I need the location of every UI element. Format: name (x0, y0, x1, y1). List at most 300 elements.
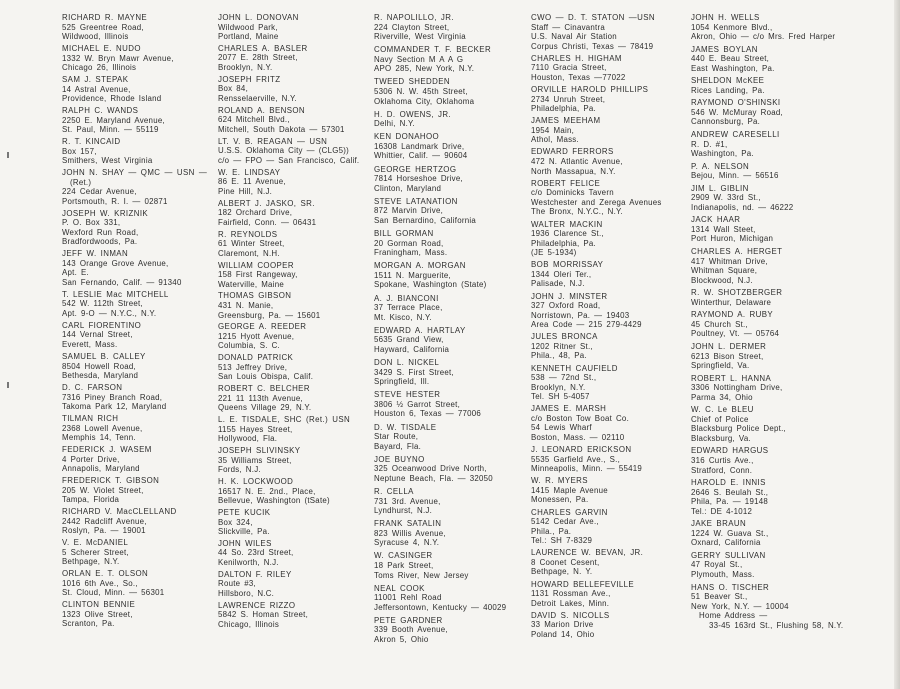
entry-address-line: 2077 E. 28th Street, (218, 53, 298, 63)
address-entry (374, 423, 506, 452)
address-entry (218, 13, 359, 42)
entry-name: WILLIAM COOPER (218, 260, 294, 270)
entry-address-line: Toms River, New Jersey (374, 570, 469, 580)
address-entry (374, 229, 506, 258)
entry-address-line: 54 Lewis Wharf (531, 423, 592, 433)
entry-name: SHELDON McKEE (691, 76, 765, 86)
entry-name: D. W. TISDALE (374, 422, 437, 432)
entry-address-line: Chicago 26, Illinois (62, 63, 137, 73)
entry-address-line: 3806 ½ Garrot Street, (374, 399, 461, 409)
entry-address-line: Box 324, (218, 517, 253, 527)
address-entry (531, 404, 662, 442)
entry-address-line: 158 First Rangeway, (218, 270, 298, 280)
entry-address-line: Whittier, Calif. — 90604 (374, 151, 468, 161)
entry-address-line: Lyndhurst, N.J. (374, 506, 433, 516)
entry-name: RICHARD R. MAYNE (62, 13, 148, 22)
address-column-5 (691, 13, 843, 633)
entry-name: JOHN L. DERMER (691, 341, 767, 351)
entry-address-line: Syracuse 4, N.Y. (374, 538, 440, 548)
entry-address-line: 224 Clayton Street, (374, 22, 450, 32)
entry-address-line: 18 Park Street, (374, 560, 434, 570)
entry-name: CHARLES GARVIN (531, 507, 608, 517)
entry-address-line: 8 Coonet Cesent, (531, 557, 600, 567)
entry-address-line: 3429 S. First Street, (374, 367, 454, 377)
entry-address-line: San Louis Obispa, Calif. (218, 372, 314, 382)
address-entry (62, 75, 207, 104)
address-entry (374, 110, 506, 129)
entry-address-line: Indianapolis, nd. — 46222 (691, 202, 794, 212)
entry-name: W. E. LINDSAY (218, 167, 281, 177)
entry-address-line: Box 84, (218, 84, 249, 94)
entry-address-line: Apt. E. (62, 268, 89, 278)
entry-address-line: Wildwood Park, (218, 22, 278, 32)
entry-address-line: Bellevue, Washington (tSate) (218, 496, 330, 506)
entry-address-line: Detroit Lakes, Minn. (531, 598, 610, 608)
entry-address-line: Bethpage, N. Y. (531, 567, 593, 577)
entry-address-line: 440 E. Beau Street, (691, 54, 770, 64)
entry-name: KENNETH CAUFIELD (531, 363, 618, 373)
entry-address-line: Blacksburg, Va. (691, 433, 751, 443)
entry-name: J. LEONARD ERICKSON (531, 445, 632, 455)
address-entry (62, 352, 207, 381)
entry-address-line: Minneapolis, Minn. — 55419 (531, 464, 643, 474)
entry-address-line: Oklahoma City, Oklahoma (374, 96, 475, 106)
entry-address-line: 5306 N. W. 45th Street, (374, 87, 468, 97)
entry-name: JOSEPH W. KRIZNIK (62, 208, 149, 218)
entry-address-line: Winterthur, Delaware (691, 297, 772, 307)
entry-name: JULES BRONCA (531, 332, 598, 342)
entry-address-line: 1323 Olive Street, (62, 609, 133, 619)
entry-address-line: Portland, Maine (218, 32, 279, 42)
address-entry (531, 220, 662, 258)
entry-name: JAKE BRAUN (691, 519, 747, 529)
entry-name: GEORGE HERTZOG (374, 164, 457, 174)
address-entry (218, 137, 359, 166)
address-entry (691, 13, 843, 42)
entry-address-line: Columbia, S. C. (218, 341, 281, 351)
entry-address-line: 2250 E. Maryland Avenue, (62, 115, 165, 125)
entry-address-line: Home Address — (699, 611, 768, 621)
entry-address-line: Brooklyn, N.Y. (218, 63, 273, 73)
entry-address-line: Scranton, Pa. (62, 619, 115, 629)
entry-address-line: 61 Winter Street, (218, 239, 285, 249)
address-entry (218, 261, 359, 290)
entry-address-line: 542 W. 112th Street, (62, 299, 143, 309)
entry-address-line: Poland 14, Ohio (531, 629, 595, 639)
entry-address-line: Philadelphia, Pa. (531, 238, 596, 248)
entry-address-line: 4 Porter Drive, (62, 454, 120, 464)
entry-address-line: 1954 Main, (531, 125, 575, 135)
entry-address-line: 33 Marion Drive (531, 620, 594, 630)
entry-address-line: Slickville, Pa. (218, 527, 270, 537)
entry-address-line: 339 Booth Avenue, (374, 625, 448, 635)
address-entry (691, 405, 843, 443)
address-entry (374, 455, 506, 484)
entry-address-line: Providence, Rhode Island (62, 94, 162, 104)
entry-name: EDWARD HARGUS (691, 446, 769, 456)
entry-name: DALTON F. RILEY (218, 569, 292, 579)
address-entry (374, 390, 506, 419)
address-entry (218, 508, 359, 537)
entry-address-line: 731 3rd. Avenue, (374, 496, 441, 506)
entry-name: EDWARD FERRORS (531, 147, 614, 157)
entry-name: CARL FIORENTINO (62, 320, 142, 330)
address-entry (531, 85, 662, 114)
entry-address-line: 16517 N. E. 2nd., Place, (218, 486, 316, 496)
entry-address-line: Wildwood, Illinois (62, 32, 129, 42)
entry-name: W. R. MYERS (531, 476, 588, 486)
address-entry (691, 130, 843, 159)
entry-address-line: 1511 N. Marguerite, (374, 270, 451, 280)
address-entry (62, 321, 207, 350)
entry-address-line: 1215 Hyott Avenue, (218, 331, 295, 341)
address-entry (218, 353, 359, 382)
entry-address-line: Port Huron, Michigan (691, 234, 774, 244)
entry-address-line: Route #3, (218, 579, 256, 589)
entry-address-line: Greensburg, Pa. — 15601 (218, 310, 321, 320)
address-entry (62, 414, 207, 443)
entry-address-line: 35 Williams Street, (218, 455, 292, 465)
entry-name: W. CASINGER (374, 551, 433, 561)
address-entry (218, 477, 359, 506)
entry-name: W. C. Le BLEU (691, 405, 754, 415)
entry-address-line: North Massapua, N.Y. (531, 166, 616, 176)
entry-address-line: The Bronx, N.Y.C., N.Y. (531, 207, 623, 217)
entry-address-line: 823 Willis Avenue, (374, 528, 446, 538)
entry-address-line: Chicago, Illinois (218, 619, 280, 629)
entry-name: T. LESLIE Mac MITCHELL (62, 289, 169, 299)
entry-address-line: Bradfordwoods, Pa. (62, 237, 138, 247)
entry-address-line: 6213 Bison Street, (691, 351, 764, 361)
entry-name: JOSEPH SLIVINSKY (218, 446, 301, 456)
address-entry (218, 446, 359, 475)
entry-name: JOHN L. DONOVAN (218, 13, 299, 22)
entry-address-line: 16308 Landmark Drive, (374, 141, 465, 151)
entry-address-line: Delhi, N.Y. (374, 119, 415, 129)
entry-address-line: Oxnard, California (691, 538, 761, 548)
entry-address-line: 624 Mitchell Blvd., (218, 115, 290, 125)
entry-name: NEAL COOK (374, 583, 425, 593)
entry-address-line: Plymouth, Mass. (691, 569, 755, 579)
address-entry (62, 13, 207, 42)
entry-address-line: c/o Boston Tow Boat Co. (531, 413, 630, 423)
address-entry (62, 383, 207, 412)
entry-address-line: Kenilworth, N.J. (218, 558, 279, 568)
entry-address-line: Fords, N.J. (218, 465, 261, 475)
entry-address-line: Akron, Ohio — c/o Mrs. Fred Harper (691, 32, 836, 42)
entry-address-line: Tampa, Florida (62, 495, 120, 505)
entry-address-line: 325 Oceanwood Drive North, (374, 464, 487, 474)
entry-name: ROBERT L. HANNA (691, 373, 772, 383)
entry-address-line: 2368 Lowell Avenue, (62, 423, 143, 433)
address-entry (531, 116, 662, 145)
entry-address-line: 1332 W. Bryn Mawr Avenue, (62, 53, 174, 63)
entry-address-line: 5635 Grand View, (374, 335, 444, 345)
entry-address-line: 45 Church St., (691, 319, 748, 329)
entry-address-line: Monessen, Pa. (531, 495, 589, 505)
entry-address-line: Philadelphia, Pa. (531, 104, 596, 114)
address-entry (531, 332, 662, 361)
entry-address-line: Star Route, (374, 432, 419, 442)
entry-address-line: P. O. Box 331, (62, 218, 121, 228)
entry-address-line: Houston 6, Texas — 77006 (374, 409, 482, 419)
address-entry (374, 45, 506, 74)
entry-name: JIM L. GIBLIN (691, 183, 749, 193)
entry-address-line: 3306 Nottingham Drive, (691, 383, 783, 393)
address-entry (218, 106, 359, 135)
address-entry (691, 583, 843, 631)
entry-address-line: Bejou, Minn. — 56516 (691, 171, 779, 181)
entry-name: BILL GORMAN (374, 229, 434, 239)
entry-address-line: Springfield, Va. (691, 361, 750, 371)
entry-name: GEORGE A. REEDER (218, 322, 307, 332)
address-entry (62, 445, 207, 474)
entry-name: H. K. LOCKWOOD (218, 477, 294, 487)
address-entry (531, 476, 662, 505)
entry-address-line: 1054 Kenmore Blvd., (691, 22, 773, 32)
entry-name: HAROLD E. INNIS (691, 478, 766, 488)
entry-address-line: 431 N. Manie, (218, 300, 274, 310)
entry-address-line: Parma 34, Ohio (691, 392, 753, 402)
entry-name: JAMES BOYLAN (691, 44, 758, 54)
entry-name: R. T. KINCAID (62, 137, 121, 147)
entry-name: LAWRENCE RIZZO (218, 600, 296, 610)
entry-address-line: Hillsboro, N.C. (218, 588, 275, 598)
entry-name: JACK HAAR (691, 215, 741, 225)
entry-address-line: Box 157, (62, 146, 97, 156)
entry-address-line: 472 N. Atlantic Avenue, (531, 157, 623, 167)
entry-address-line: San Fernando, Calif. — 91340 (62, 277, 182, 287)
entry-address-line: 44 So. 23rd Street, (218, 548, 294, 558)
address-entry (62, 600, 207, 629)
address-entry (531, 611, 662, 640)
address-entry (374, 165, 506, 194)
entry-address-line: Everett, Mass. (62, 340, 118, 350)
entry-address-line: Phila, Pa. — 19148 (691, 497, 768, 507)
entry-name: ROLAND A. BENSON (218, 105, 306, 115)
address-entry (374, 132, 506, 161)
entry-address-line: Rensselaerville, N.Y. (218, 93, 297, 103)
entry-address-line: 37 Terrace Place, (374, 303, 443, 313)
entry-name: JOSEPH FRITZ (218, 74, 281, 84)
entry-name: ROBERT FELICE (531, 178, 601, 188)
address-entry (531, 364, 662, 402)
entry-address-line: R. D. #1, (691, 139, 728, 149)
entry-name: GERRY SULLIVAN (691, 550, 766, 560)
entry-address-line: 2909 W. 33rd St., (691, 193, 761, 203)
address-column-3 (374, 13, 506, 648)
address-entry (218, 199, 359, 228)
entry-name: LT. V. B. REAGAN — USN (218, 136, 328, 146)
entry-name: JOHN H. WELLS (691, 13, 760, 22)
address-entry (531, 445, 662, 474)
entry-address-line: Pine Hill, N.J. (218, 186, 273, 196)
entry-address-line: 221 11 113th Avenue, (218, 393, 303, 403)
entry-name: TWEED SHEDDEN (374, 77, 450, 87)
entry-name: HANS O. TISCHER (691, 582, 770, 592)
entry-address-line: 1016 6th Ave., So., (62, 578, 138, 588)
entry-address-line: Tel. SH 5-4057 (531, 392, 590, 402)
entry-name: MORGAN A. MORGAN (374, 261, 466, 271)
entry-address-line: Hayward, California (374, 344, 450, 354)
entry-name: R. CELLA (374, 486, 414, 496)
entry-name: WALTER MACKIN (531, 219, 603, 229)
entry-address-line: Phila., Pa. (531, 526, 572, 536)
entry-name: ORVILLE HAROLD PHILLIPS (531, 85, 649, 95)
address-entry (374, 551, 506, 580)
entry-address-line: Athol, Mass. (531, 135, 579, 145)
entry-address-line: 525 Greentree Road, (62, 22, 144, 32)
entry-name: PETE GARDNER (374, 615, 443, 625)
entry-name: CHARLES A. BASLER (218, 43, 308, 53)
entry-name: MICHAEL E. NUDO (62, 44, 141, 54)
entry-name: DONALD PATRICK (218, 353, 294, 363)
entry-address-line: Norristown, Pa. — 19403 (531, 310, 630, 320)
entry-address-line: 5535 Garfield Ave., S., (531, 454, 621, 464)
entry-address-line: (JE 5-1934) (531, 248, 577, 258)
address-entry (374, 358, 506, 387)
entry-name: JOHN J. MINSTER (531, 291, 608, 301)
address-entry (691, 446, 843, 475)
entry-name: KEN DONAHOO (374, 132, 440, 142)
entry-name: CHARLES A. HERGET (691, 247, 783, 257)
entry-name: JOHN N. SHAY — QMC — USN — (62, 168, 208, 178)
address-entry (374, 616, 506, 645)
entry-address-line: Clinton, Maryland (374, 183, 442, 193)
entry-address-line: 872 Marvin Drive, (374, 206, 444, 216)
entry-address-line: Takoma Park 12, Maryland (62, 402, 167, 412)
entry-address-line: 5842 S. Homan Street, (218, 610, 309, 620)
entry-address-line: 546 W. McMuray Road, (691, 107, 783, 117)
entry-address-line: 20 Gorman Road, (374, 238, 444, 248)
entry-name: ROBERT C. BELCHER (218, 384, 310, 394)
entry-address-line: 7110 Gracia Street, (531, 63, 607, 73)
entry-address-line: Poultney, Vt. — 05764 (691, 329, 780, 339)
address-entry (691, 478, 843, 516)
entry-name: JOE BUYNO (374, 454, 425, 464)
entry-address-line: Rices Landing, Pa. (691, 85, 765, 95)
entry-address-line: 2734 Unruh Street, (531, 94, 606, 104)
address-entry (218, 415, 359, 444)
address-entry (218, 601, 359, 630)
entry-address-line: 538 — 72nd St., (531, 373, 597, 383)
entry-address-line: Akron 5, Ohio (374, 635, 429, 644)
entry-address-line: 182 Orchard Drive, (218, 208, 293, 218)
entry-name: A. J. BIANCONI (374, 293, 439, 303)
entry-address-line: Blockwood, N.J. (691, 275, 753, 285)
entry-name: CHARLES H. HIGHAM (531, 53, 622, 63)
entry-address-line: 205 W. Violet Street, (62, 485, 144, 495)
entry-address-line: St. Cloud, Minn. — 56301 (62, 588, 165, 598)
address-entry (691, 519, 843, 548)
entry-address-line: Palisade, N.J. (531, 279, 585, 289)
entry-address-line: Staff — Cinavantra (531, 22, 606, 32)
entry-address-line: 1202 Ritner St., (531, 341, 593, 351)
entry-address-line: c/o — FPO — San Francisco, Calif. (218, 155, 360, 165)
entry-address-line: Fairfield, Conn. — 06431 (218, 217, 317, 227)
address-entry (691, 162, 843, 181)
entry-address-line: Cannonsburg, Pa. (691, 117, 761, 127)
entry-name: FRANK SATALIN (374, 519, 442, 529)
entry-address-line: 5 Scherer Street, (62, 547, 129, 557)
entry-address-line: 316 Curtis Ave., (691, 455, 754, 465)
entry-address-line: APO 285, New York, N.Y. (374, 64, 475, 74)
address-entry (62, 476, 207, 505)
address-entry (691, 184, 843, 213)
entry-name: BOB MORRISSAY (531, 260, 604, 270)
entry-address-line: Annapolis, Maryland (62, 464, 140, 474)
entry-name: HOWARD BELLEFEVILLE (531, 579, 635, 589)
entry-address-line: Brooklyn, N.Y. (531, 382, 586, 392)
entry-address-line: U.S.S. Oklahoma City — (CLG5)) (218, 146, 350, 156)
address-entry (218, 539, 359, 568)
entry-address-line: 8504 Howell Road, (62, 361, 136, 371)
entry-address-line: Bethpage, N.Y. (62, 557, 120, 567)
entry-address-line: East Washington, Pa. (691, 63, 775, 73)
entry-name: STEVE HESTER (374, 390, 441, 400)
entry-name: FEDERICK J. WASEM (62, 445, 152, 455)
binder-hole-mark (7, 382, 9, 388)
entry-name: JAMES MEEHAM (531, 116, 601, 126)
entry-address-line: Waterville, Maine (218, 279, 284, 289)
entry-name: R. W. SHOTZBERGER (691, 288, 783, 298)
address-entry (374, 584, 506, 613)
address-entry (218, 168, 359, 197)
address-entry (218, 384, 359, 413)
entry-address-line: St. Paul, Minn. — 55119 (62, 125, 159, 135)
address-entry (218, 44, 359, 73)
entry-address-line: 11001 Rehl Road (374, 593, 442, 603)
entry-address-line: Apt. 9-O — N.Y.C., N.Y. (62, 308, 157, 318)
entry-address-line: c/o Dominicks Tavern (531, 188, 614, 198)
entry-name: JAMES E. MARSH (531, 404, 607, 414)
entry-address-line: Franingham, Mass. (374, 248, 448, 258)
binder-hole-mark (7, 152, 9, 158)
entry-address-line: Neptune Beach, Fla. — 32050 (374, 473, 493, 483)
entry-address-line: Tel.: DE 4-1012 (691, 506, 753, 516)
address-entry (374, 197, 506, 226)
entry-address-line: Portsmouth, R. I. — 02871 (62, 196, 168, 206)
address-entry (62, 249, 207, 287)
entry-address-line: Stratford, Conn. (691, 465, 753, 475)
entry-address-line: 1131 Rossman Ave., (531, 589, 611, 599)
entry-address-line: Blacksburg Police Dept., (691, 424, 786, 434)
address-column-4 (531, 13, 662, 642)
entry-address-line: 417 Whitman Drive, (691, 256, 768, 266)
entry-name: SAM J. STEPAK (62, 75, 129, 85)
entry-name: ORLAN E. T. OLSON (62, 569, 149, 579)
entry-address-line: U.S. Naval Air Station (531, 32, 617, 42)
entry-name: R. NAPOLILLO, JR. (374, 13, 454, 22)
entry-name: L. E. TISDALE, SHC (Ret.) USN (218, 415, 351, 425)
address-entry (374, 326, 506, 355)
entry-address-line: New York, N.Y. — 10004 (691, 601, 789, 611)
entry-address-line: Hollywood, Fla. (218, 434, 278, 444)
entry-address-line: 2646 S. Beulah St., (691, 487, 769, 497)
entry-address-line: Roslyn, Pa. — 19001 (62, 526, 146, 536)
entry-name: V. E. McDANIEL (62, 538, 129, 548)
entry-name: ALBERT J. JASKO, SR. (218, 198, 315, 208)
entry-name: DAVID S. NICOLLS (531, 610, 610, 620)
entry-address-line: Smithers, West Virginia (62, 156, 153, 166)
address-entry (218, 75, 359, 104)
entry-address-line: Wexford Run Road, (62, 227, 139, 237)
entry-address-line: 1936 Clarence St., (531, 229, 604, 239)
entry-address-line: 14 Astral Avenue, (62, 84, 131, 94)
address-entry (531, 54, 662, 83)
entry-name: H. D. OWENS, JR. (374, 109, 452, 119)
address-entry (691, 215, 843, 244)
